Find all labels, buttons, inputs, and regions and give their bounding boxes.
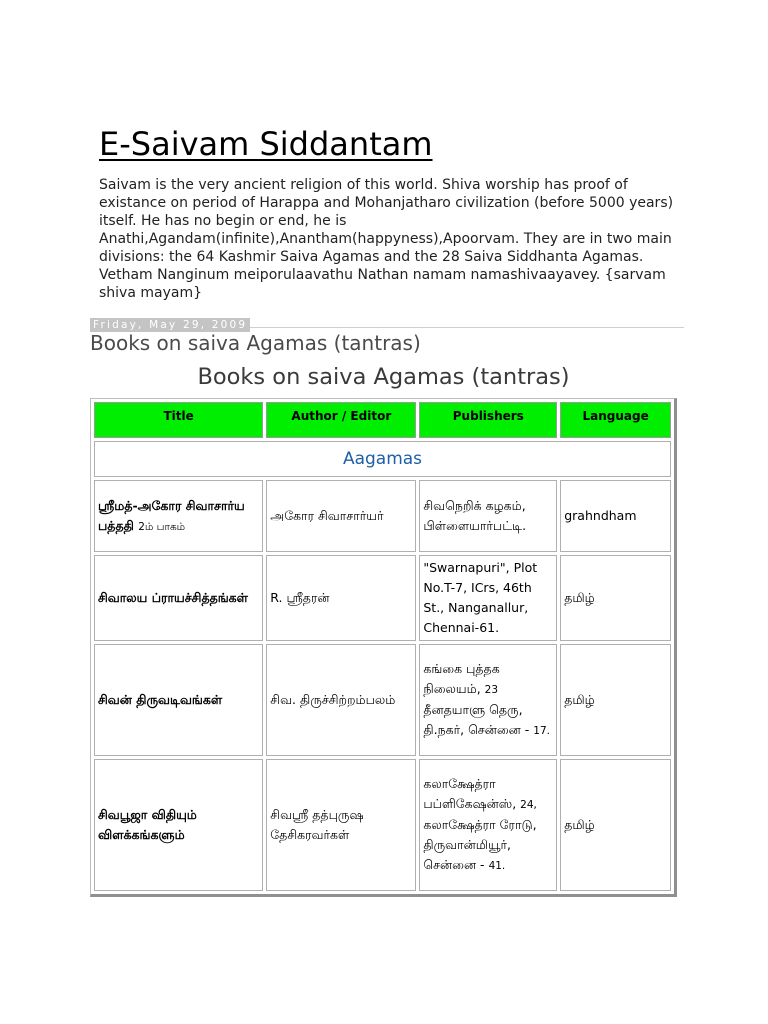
table-row	[94, 555, 671, 641]
publisher-name: கங்கை புத்தக நிலையம்,	[423, 661, 500, 696]
blog-title[interactable]: E-Saivam Siddantam	[99, 125, 433, 163]
table-row	[94, 759, 671, 891]
column-header-title: Title	[94, 402, 263, 438]
book-author: சிவ. திருச்சிற்றம்பலம்	[266, 644, 416, 756]
book-publisher: "Swarnapuri", Plot No.T-7, ICrs, 46th St., Nanganallur, Chennai-61.	[419, 555, 557, 641]
publisher-name: கலாக்ஷேத்ரா பப்ளிகேஷன்ஸ்,	[423, 776, 517, 811]
section-row	[94, 441, 671, 477]
book-title-suffix: 2ம் பாகம்	[138, 520, 186, 533]
column-header-language: Language	[560, 402, 671, 438]
column-header-author: Author / Editor	[266, 402, 416, 438]
table-row	[94, 644, 671, 756]
book-language: grahndham	[560, 480, 671, 552]
book-title-text: ஸ்ரீமத்-அகோர சிவாசார்ய பத்ததி	[98, 497, 245, 533]
book-title: சிவபூஜா விதியும் விளக்கங்களும்	[94, 759, 263, 891]
books-table	[90, 398, 677, 897]
book-author: சிவஸ்ரீ தத்புருஷ தேசிகரவர்கள்	[266, 759, 416, 891]
book-language: தமிழ்	[560, 759, 671, 891]
publisher-pincode: 41.	[488, 860, 506, 872]
book-title: சிவாலய ப்ராயச்சித்தங்கள்	[94, 555, 263, 641]
table-row	[94, 480, 671, 552]
publisher-door-number: 23	[484, 684, 499, 696]
book-author: R. ஸ்ரீதரன்	[266, 555, 416, 641]
book-title: சிவன் திருவடிவங்கள்	[94, 644, 263, 756]
book-publisher	[419, 759, 557, 891]
post-date: Friday, May 29, 2009	[90, 318, 250, 332]
blog-description: Saivam is the very ancient religion of this world. Shiva worship has proof of existance on period of Harappa and Mohanjatharo civilization (before 5000 years) itself. He has no begin or end, he is Anathi,Agandam(infinite),Anantham(happyness),Apoorvam. They are in two main divisions: the 64 Kashmir Saiva Agamas and the 28 Saiva Siddhanta Agamas. Vetham Nanginum meiporulaavathu Nathan namam namashivaayavey. {sarvam shiva mayam}	[99, 177, 674, 301]
column-header-publishers: Publishers	[419, 402, 557, 438]
book-language: தமிழ்	[560, 555, 671, 641]
publisher-street: கலாக்ஷேத்ரா ரோடு, திருவான்மியூர், சென்னை -	[423, 817, 537, 872]
post-heading: Books on saiva Agamas (tantras)	[197, 364, 570, 390]
publisher-door-number: 24,	[520, 799, 537, 811]
publisher-street: தீனதயாளு தெரு, தி.நகர், சென்னை -	[423, 702, 530, 737]
date-header	[90, 313, 684, 331]
table-header-row	[94, 402, 671, 438]
book-language: தமிழ்	[560, 644, 671, 756]
post-title[interactable]: Books on saiva Agamas (tantras)	[90, 331, 421, 355]
book-publisher: சிவநெறிக் கழகம், பிள்ளையார்பட்டி.	[419, 480, 557, 552]
book-publisher	[419, 644, 557, 756]
section-label: Aagamas	[94, 441, 671, 477]
book-author: அகோர சிவாசார்யர்	[266, 480, 416, 552]
publisher-pincode: 17.	[533, 725, 550, 737]
book-title	[94, 480, 263, 552]
